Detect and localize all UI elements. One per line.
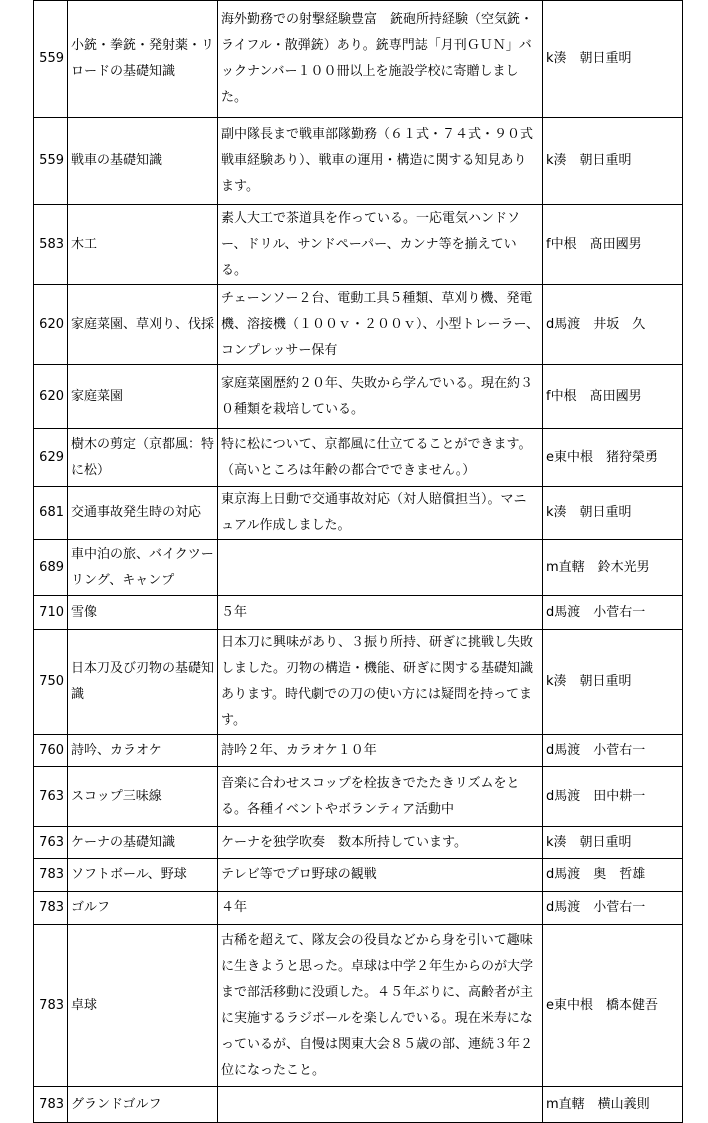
table-row [34, 859, 683, 892]
row-description: テレビ等でプロ野球の観戦 [218, 859, 543, 892]
row-member-name: e東中根 猪狩榮勇 [543, 429, 683, 487]
row-member-name: k湊 朝日重明 [543, 487, 683, 540]
row-description: 素人大工で茶道具を作っている。一応電気ハンドソー、ドリル、サンドペーパー、カンナ等を揃えている。 [218, 205, 543, 285]
row-member-name: d馬渡 小菅右一 [543, 596, 683, 630]
row-number: 763 [34, 767, 68, 827]
row-description: 古稀を超えて、隊友会の役員などから身を引いて趣味に生きようと思った。卓球は中学２年生からのが大学まで部活移動に没頭した。４５年ぶりに、高齢者が主に実施するラジボールを楽しんでいる。現在米寿になっているが、自慢は関東大会８５歳の部、連続３年２位になったこと。 [218, 925, 543, 1087]
row-category: 戦車の基礎知識 [68, 118, 218, 205]
table-row [34, 365, 683, 429]
row-category: 日本刀及び刃物の基礎知識 [68, 630, 218, 735]
row-number: 760 [34, 735, 68, 767]
row-member-name: m直轄 横山義則 [543, 1087, 683, 1123]
row-description: ５年 [218, 596, 543, 630]
row-category: スコップ三味線 [68, 767, 218, 827]
row-member-name: k湊 朝日重明 [543, 827, 683, 859]
row-member-name: k湊 朝日重明 [543, 118, 683, 205]
row-description: ４年 [218, 892, 543, 925]
row-description [218, 1087, 543, 1123]
table-row [34, 892, 683, 925]
row-number: 750 [34, 630, 68, 735]
table-row [34, 596, 683, 630]
table-row [34, 540, 683, 596]
row-member-name: f中根 髙田國男 [543, 205, 683, 285]
row-category: 家庭菜園 [68, 365, 218, 429]
row-description [218, 540, 543, 596]
row-category: 家庭菜園、草刈り、伐採 [68, 285, 218, 365]
row-member-name: m直轄 鈴木光男 [543, 540, 683, 596]
row-number: 559 [34, 118, 68, 205]
row-number: 783 [34, 859, 68, 892]
table-row [34, 1, 683, 118]
row-category: 詩吟、カラオケ [68, 735, 218, 767]
row-category: 木工 [68, 205, 218, 285]
row-category: 交通事故発生時の対応 [68, 487, 218, 540]
row-number: 583 [34, 205, 68, 285]
row-number: 763 [34, 827, 68, 859]
row-description: 音楽に合わせスコップを栓抜きでたたきリズムをとる。各種イベントやボランティア活動中 [218, 767, 543, 827]
table-row [34, 827, 683, 859]
row-description: チェーンソー２台、電動工具５種類、草刈り機、発電機、溶接機（１００ｖ・２００ｖ）、小型トレーラー、コンプレッサー保有 [218, 285, 543, 365]
row-category: 樹木の剪定（京都風：特に松） [68, 429, 218, 487]
row-member-name: d馬渡 奥 哲雄 [543, 859, 683, 892]
table-row [34, 487, 683, 540]
row-description: 家庭菜園歴約２０年、失敗から学んでいる。現在約３０種類を栽培している。 [218, 365, 543, 429]
row-category: ケーナの基礎知識 [68, 827, 218, 859]
table-row [34, 205, 683, 285]
row-member-name: k湊 朝日重明 [543, 1, 683, 118]
row-number: 681 [34, 487, 68, 540]
row-category: ゴルフ [68, 892, 218, 925]
table-row [34, 735, 683, 767]
row-number: 629 [34, 429, 68, 487]
row-description: 東京海上日動で交通事故対応（対人賠償担当）。マニュアル作成しました。 [218, 487, 543, 540]
row-description: ケーナを独学吹奏 数本所持しています。 [218, 827, 543, 859]
skills-table [33, 0, 683, 1123]
row-number: 783 [34, 892, 68, 925]
row-number: 559 [34, 1, 68, 118]
row-description: 海外勤務での射撃経験豊富 銃砲所持経験（空気銃・ライフル・散弾銃）あり。銃専門誌「月刊ＧＵＮ」バックナンバー１００冊以上を施設学校に寄贈しました。 [218, 1, 543, 118]
table-row [34, 118, 683, 205]
row-number: 710 [34, 596, 68, 630]
row-member-name: k湊 朝日重明 [543, 630, 683, 735]
row-number: 689 [34, 540, 68, 596]
table-row [34, 767, 683, 827]
table-row [34, 1087, 683, 1123]
row-description: 副中隊長まで戦車部隊勤務（６１式・７４式・９０式戦車経験あり）、戦車の運用・構造に関する知見あります。 [218, 118, 543, 205]
row-description: 日本刀に興味があり、３振り所持、研ぎに挑戦し失敗しました。刃物の構造・機能、研ぎに関する基礎知識あります。時代劇での刀の使い方には疑問を持ってます。 [218, 630, 543, 735]
row-number: 783 [34, 1087, 68, 1123]
row-member-name: f中根 髙田國男 [543, 365, 683, 429]
row-member-name: d馬渡 田中耕一 [543, 767, 683, 827]
row-category: 小銃・拳銃・発射薬・リロードの基礎知識 [68, 1, 218, 118]
row-number: 620 [34, 365, 68, 429]
row-category: ソフトボール、野球 [68, 859, 218, 892]
table-row [34, 429, 683, 487]
row-description: 特に松について、京都風に仕立てることができます。（高いところは年齢の都合でできません。） [218, 429, 543, 487]
row-category: 卓球 [68, 925, 218, 1087]
row-member-name: e東中根 橋本健吾 [543, 925, 683, 1087]
table-row [34, 285, 683, 365]
row-member-name: d馬渡 小菅右一 [543, 892, 683, 925]
row-description: 詩吟２年、カラオケ１０年 [218, 735, 543, 767]
row-category: グランドゴルフ [68, 1087, 218, 1123]
row-number: 783 [34, 925, 68, 1087]
row-category: 車中泊の旅、バイクツーリング、キャンプ [68, 540, 218, 596]
row-number: 620 [34, 285, 68, 365]
row-member-name: d馬渡 井坂 久 [543, 285, 683, 365]
row-member-name: d馬渡 小菅右一 [543, 735, 683, 767]
row-category: 雪像 [68, 596, 218, 630]
table-row [34, 630, 683, 735]
skills-table-body [34, 1, 683, 1123]
table-row [34, 925, 683, 1087]
